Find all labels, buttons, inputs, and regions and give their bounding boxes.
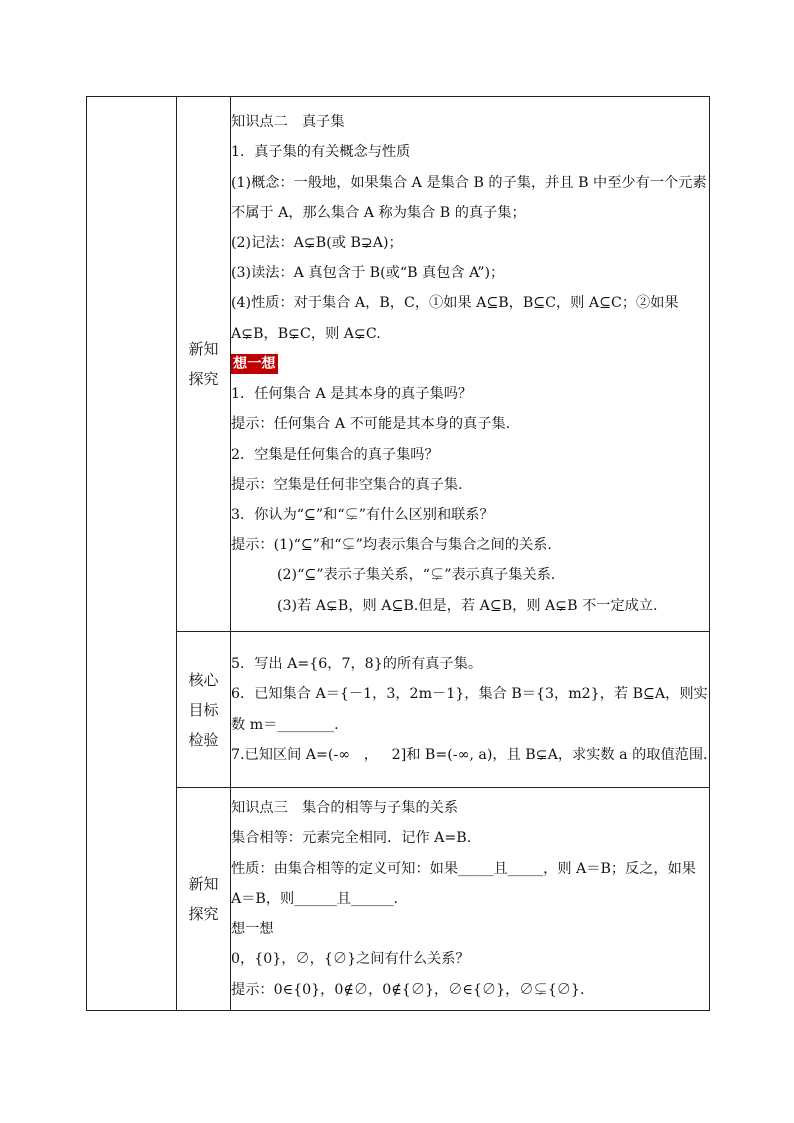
question-2: 2．空集是任何集合的真子集吗？ (231, 446, 439, 463)
label-line: 新知 (188, 875, 219, 893)
row-new-knowledge-3 (87, 788, 710, 1011)
question-1: 1．任何集合 A 是其本身的真子集吗？ (231, 386, 473, 403)
label-line: 检验 (188, 730, 219, 749)
answer-2: 提示：空集是任何非空集合的真子集. (231, 476, 463, 493)
question-3: 3．你认为“⊆”和“⊊”有什么区别和联系？ (231, 506, 494, 523)
property-text: (4)性质：对于集合 A，B，C，①如果 A⊆B，B⊆C，则 A⊆C；②如果 A⊊B，B⊊C，则 A⊊C. (231, 295, 679, 342)
answer-3-part-3: (3)若 A⊊B，则 A⊆B.但是，若 A⊆B，则 A⊊B 不一定成立. (277, 597, 658, 614)
label-line: 核心 (188, 670, 219, 689)
section-title: 知识点三 集合的相等与子集的关系 (231, 800, 459, 817)
think-row (231, 349, 709, 379)
row-content (231, 632, 710, 788)
exercise-6: 6．已知集合 A＝{－1，3，2m－1}，集合 B＝{3，m2}，若 B⊆A，则实数 m＝________. (231, 686, 708, 733)
row-label (177, 788, 231, 1011)
label-line: 新知 (188, 340, 219, 358)
label-line: 探究 (188, 370, 219, 388)
answer-3-part-2: (2)“⊆”表示子集关系，“⊊”表示真子集关系. (277, 567, 556, 584)
row-content (231, 788, 710, 1011)
exercise-7: 7.已知区间 A=(-∞ﾠ，ﾠ2]和 B=(-∞, a)，且 B⊊A，求实数 a 的取值范围. (231, 746, 708, 763)
reading-text: (3)读法：A 真包含于 B(或“B 真包含 A”)； (231, 265, 505, 282)
think-label: 想一想 (231, 921, 274, 938)
row-content (231, 97, 710, 632)
concept-text: (1)概念：一般地，如果集合 A 是集合 B 的子集，并且 B 中至少有一个元素不属于 A，那么集合 A 称为集合 B 的真子集； (231, 174, 707, 221)
label-line: 探究 (188, 905, 219, 923)
row-core-check (87, 632, 710, 788)
exercise-5: 5．写出 A={6，7，8}的所有真子集。 (231, 656, 483, 673)
row-new-knowledge-2 (87, 97, 710, 632)
hint-text: 提示：0∈{0}，0∉∅，0∉{∅}，∅∈{∅}，∅⊊{∅}. (231, 981, 585, 998)
row-label (177, 97, 231, 632)
think-tag: 想一想 (233, 355, 276, 372)
label-line: 目标 (188, 700, 219, 719)
answer-1: 提示：任何集合 A 不可能是其本身的真子集. (231, 416, 511, 433)
lesson-table (86, 96, 710, 1011)
property-text: 性质：由集合相等的定义可知：如果_____且_____，则 A＝B；反之，如果 A＝B，则______且______. (231, 860, 696, 907)
row-label (177, 632, 231, 788)
subheading: 1．真子集的有关概念与性质 (231, 144, 411, 161)
section-title: 知识点二 真子集 (231, 114, 345, 131)
question-text: 0，{0}，∅，{∅}之间有什么关系？ (231, 951, 470, 968)
notation-text: (2)记法：A⊊B(或 B⊋A)； (231, 235, 403, 252)
answer-3-part-1: 提示：(1)“⊆”和“⊊”均表示集合与集合之间的关系. (231, 537, 552, 554)
blank-left-column (87, 97, 177, 1011)
equality-text: 集合相等：元素完全相同．记作 A=B. (231, 830, 472, 847)
